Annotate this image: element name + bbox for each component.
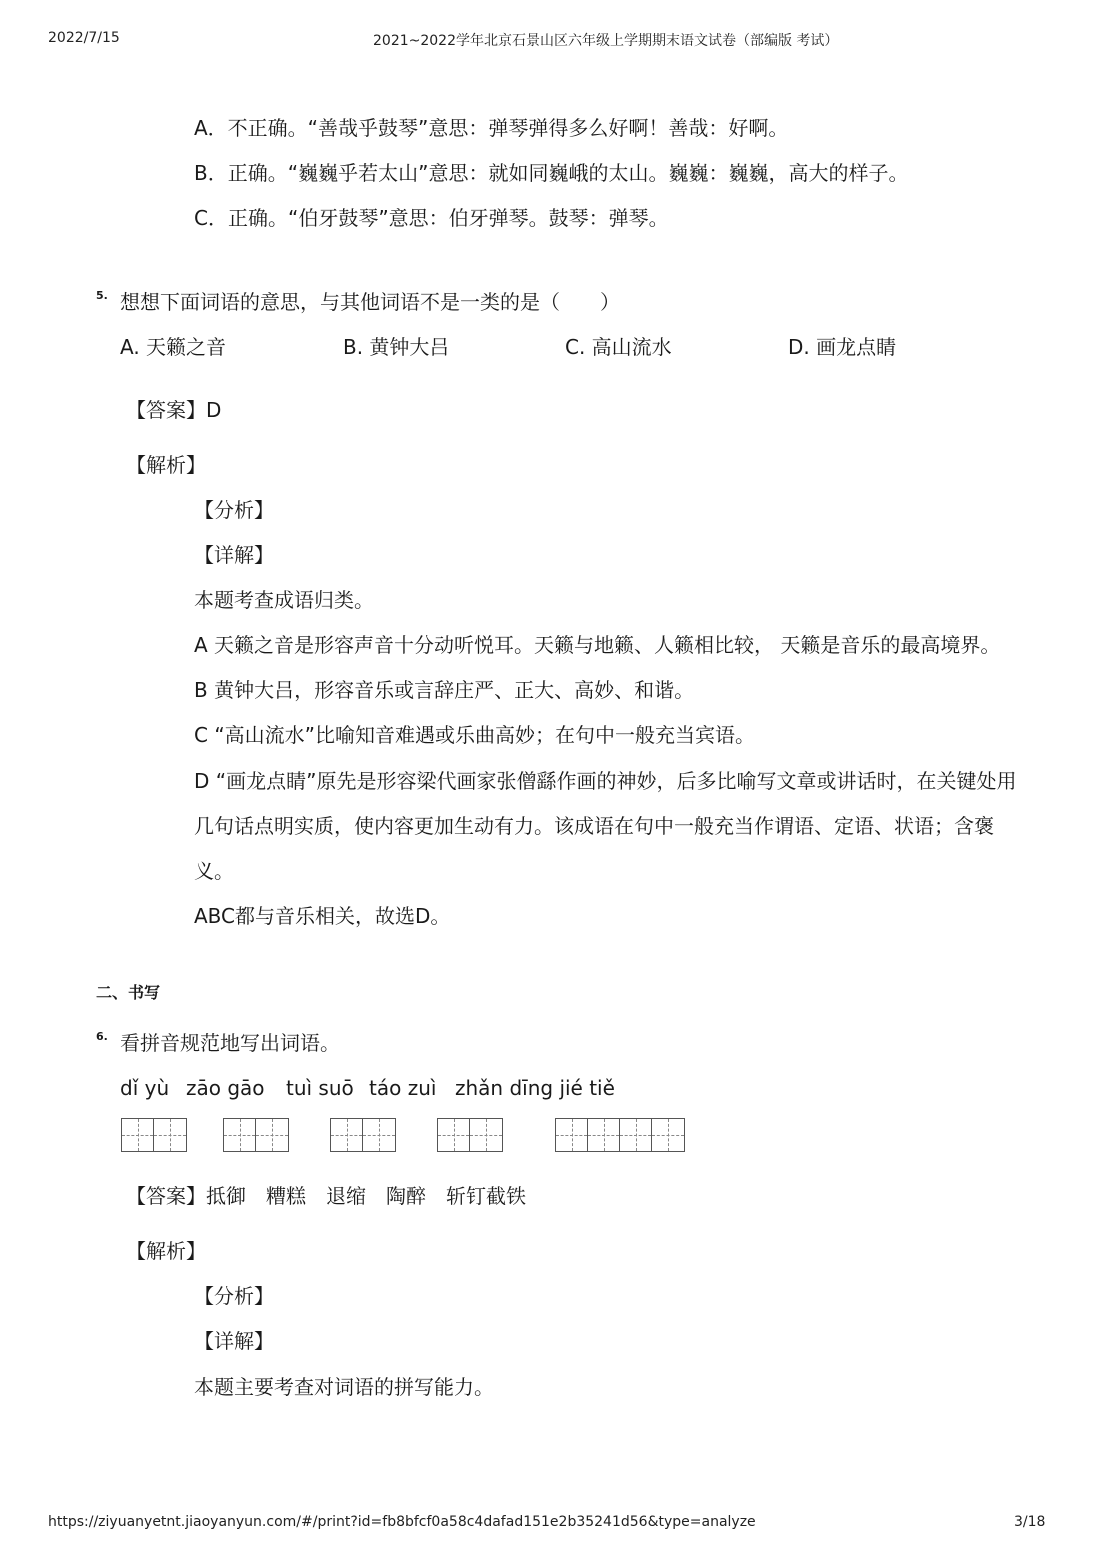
q5-detail-line: C “高山流水”比喻知音难遇或乐曲高妙；在句中一般充当宾语。 xyxy=(194,723,756,747)
q5-detail-line: 几句话点明实质，使内容更加生动有力。该成语在句中一般充当作谓语、定语、状语；含褒 xyxy=(194,814,994,838)
q5-stem: 想想下面词语的意思，与其他词语不是一类的是（ ） xyxy=(120,290,620,314)
grid-cell[interactable] xyxy=(331,1119,363,1151)
q5-detail-line: ABC都与音乐相关，故选D。 xyxy=(194,904,451,928)
writing-grid[interactable] xyxy=(223,1118,289,1152)
q4-explain-b: B．正确。“巍巍乎若太山”意思：就如同巍峨的太山。巍巍：巍巍，高大的样子。 xyxy=(194,161,909,185)
grid-cell[interactable] xyxy=(556,1119,588,1151)
q5-detail-line: 义。 xyxy=(194,859,234,883)
pinyin-4: táo zuì xyxy=(369,1076,437,1100)
q5-fenxi-label: 【分析】 xyxy=(194,498,274,522)
writing-grid[interactable] xyxy=(121,1118,187,1152)
pinyin-1: dǐ yù xyxy=(120,1076,170,1100)
q6-jiexi-label: 【解析】 xyxy=(126,1239,206,1263)
footer-url[interactable]: https://ziyuanyetnt.jiaoyanyun.com/#/print?id=fb8bfcf0a58c4dafad151e2b35241d56&type=analyze xyxy=(48,1514,756,1530)
grid-cell[interactable] xyxy=(154,1119,186,1151)
pinyin-5: zhǎn dīng jié tiě xyxy=(455,1076,615,1100)
grid-cell[interactable] xyxy=(363,1119,395,1151)
grid-cell[interactable] xyxy=(438,1119,470,1151)
writing-grid[interactable] xyxy=(555,1118,685,1152)
section-title: 二、书写 xyxy=(96,983,161,1002)
q5-xiangjie-label: 【详解】 xyxy=(194,543,274,567)
grid-cell[interactable] xyxy=(256,1119,288,1151)
q5-option-a: A. 天籁之音 xyxy=(120,335,227,359)
q6-fenxi-label: 【分析】 xyxy=(194,1284,274,1308)
q5-answer: 【答案】D xyxy=(126,398,222,422)
grid-cell[interactable] xyxy=(122,1119,154,1151)
q4-explain-a: A．不正确。“善哉乎鼓琴”意思：弹琴弹得多么好啊！善哉：好啊。 xyxy=(194,116,789,140)
q5-number: 5. xyxy=(96,289,108,302)
q6-number: 6. xyxy=(96,1030,108,1043)
grid-cell[interactable] xyxy=(652,1119,684,1151)
page-number: 3/18 xyxy=(1014,1514,1046,1530)
q5-detail-line: B 黄钟大吕，形容音乐或言辞庄严、正大、高妙、和谐。 xyxy=(194,678,695,702)
writing-grid[interactable] xyxy=(437,1118,503,1152)
q5-detail-line: D “画龙点睛”原先是形容梁代画家张僧繇作画的神妙，后多比喻写文章或讲话时，在关键处用 xyxy=(194,769,1017,793)
print-date: 2022/7/15 xyxy=(48,30,120,46)
q5-option-b: B. 黄钟大吕 xyxy=(343,335,450,359)
q4-explain-c: C．正确。“伯牙鼓琴”意思：伯牙弹琴。鼓琴：弹琴。 xyxy=(194,206,669,230)
q6-stem: 看拼音规范地写出词语。 xyxy=(120,1031,340,1055)
grid-cell[interactable] xyxy=(470,1119,502,1151)
writing-grid[interactable] xyxy=(330,1118,396,1152)
grid-cell[interactable] xyxy=(588,1119,620,1151)
q6-detail-line: 本题主要考查对词语的拼写能力。 xyxy=(194,1375,494,1399)
document-title: 2021~2022学年北京石景山区六年级上学期期末语文试卷（部编版 考试） xyxy=(373,33,839,49)
q5-detail-line: A 天籁之音是形容声音十分动听悦耳。天籁与地籁、人籁相比较， 天籁是音乐的最高境界。 xyxy=(194,633,1001,657)
q5-option-d: D. 画龙点睛 xyxy=(788,335,897,359)
q6-answer: 【答案】抵御 糟糕 退缩 陶醉 斩钉截铁 xyxy=(126,1184,526,1208)
q5-option-c: C. 高山流水 xyxy=(565,335,672,359)
q5-jiexi-label: 【解析】 xyxy=(126,453,206,477)
q5-detail-line: 本题考查成语归类。 xyxy=(194,588,374,612)
grid-cell[interactable] xyxy=(620,1119,652,1151)
pinyin-2: zāo gāo xyxy=(186,1076,265,1100)
pinyin-3: tuì suō xyxy=(286,1076,354,1100)
grid-cell[interactable] xyxy=(224,1119,256,1151)
q6-xiangjie-label: 【详解】 xyxy=(194,1329,274,1353)
